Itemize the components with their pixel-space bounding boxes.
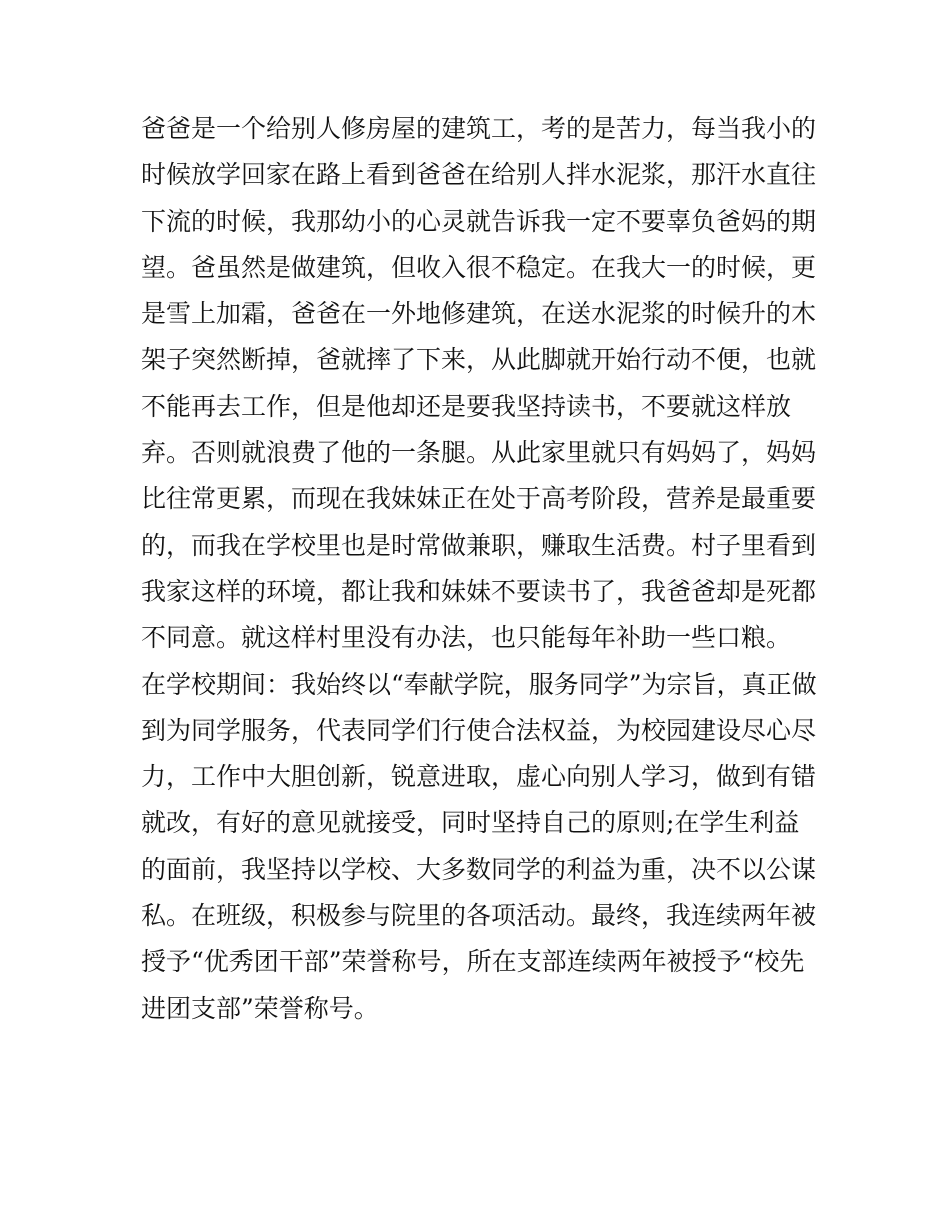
text-line: 弃。否则就浪费了他的一条腿。从此家里就只有妈妈了，妈妈 <box>141 438 817 468</box>
text-line: 力，工作中大胆创新，锐意进取，虚心向别人学习，做到有错 <box>141 762 817 792</box>
text-line: 授予“优秀团干部”荣誉称号，所在支部连续两年被授予“校先 <box>141 947 805 977</box>
text-line: 时候放学回家在路上看到爸爸在给别人拌水泥浆，那汗水直往 <box>141 160 817 190</box>
text-line: 的面前，我坚持以学校、大多数同学的利益为重，决不以公谋 <box>141 854 817 884</box>
text-line: 在学校期间：我始终以“奉献学院，服务同学”为宗旨，真正做 <box>141 669 817 699</box>
text-line: 我家这样的环境，都让我和妹妹不要读书了，我爸爸却是死都 <box>141 576 817 606</box>
body-text <box>141 106 821 1032</box>
text-line: 望。爸虽然是做建筑，但收入很不稳定。在我大一的时候，更 <box>141 252 817 282</box>
text-line: 的，而我在学校里也是时常做兼职，赚取生活费。村子里看到 <box>141 530 817 560</box>
text-line: 下流的时候，我那幼小的心灵就告诉我一定不要辜负爸妈的期 <box>141 206 817 236</box>
text-line: 不能再去工作，但是他却还是要我坚持读书，不要就这样放 <box>141 391 792 421</box>
text-line: 就改，有好的意见就接受，同时坚持自己的原则;在学生利益 <box>141 808 800 838</box>
text-line: 进团支部”荣誉称号。 <box>141 993 379 1023</box>
text-line: 私。在班级，积极参与院里的各项活动。最终，我连续两年被 <box>141 901 817 931</box>
text-line: 架子突然断掉，爸就摔了下来，从此脚就开始行动不便，也就 <box>141 345 817 375</box>
text-line: 爸爸是一个给别人修房屋的建筑工，考的是苦力，每当我小的 <box>141 114 817 143</box>
text-line: 比往常更累，而现在我妹妹正在处于高考阶段，营养是最重要 <box>141 484 817 514</box>
text-line: 到为同学服务，代表同学们行使合法权益，为校园建设尽心尽 <box>141 715 817 745</box>
text-line: 是雪上加霜，爸爸在一外地修建筑，在送水泥浆的时候升的木 <box>141 299 817 329</box>
text-line: 不同意。就这样村里没有办法，也只能每年补助一些口粮。 <box>141 623 792 653</box>
